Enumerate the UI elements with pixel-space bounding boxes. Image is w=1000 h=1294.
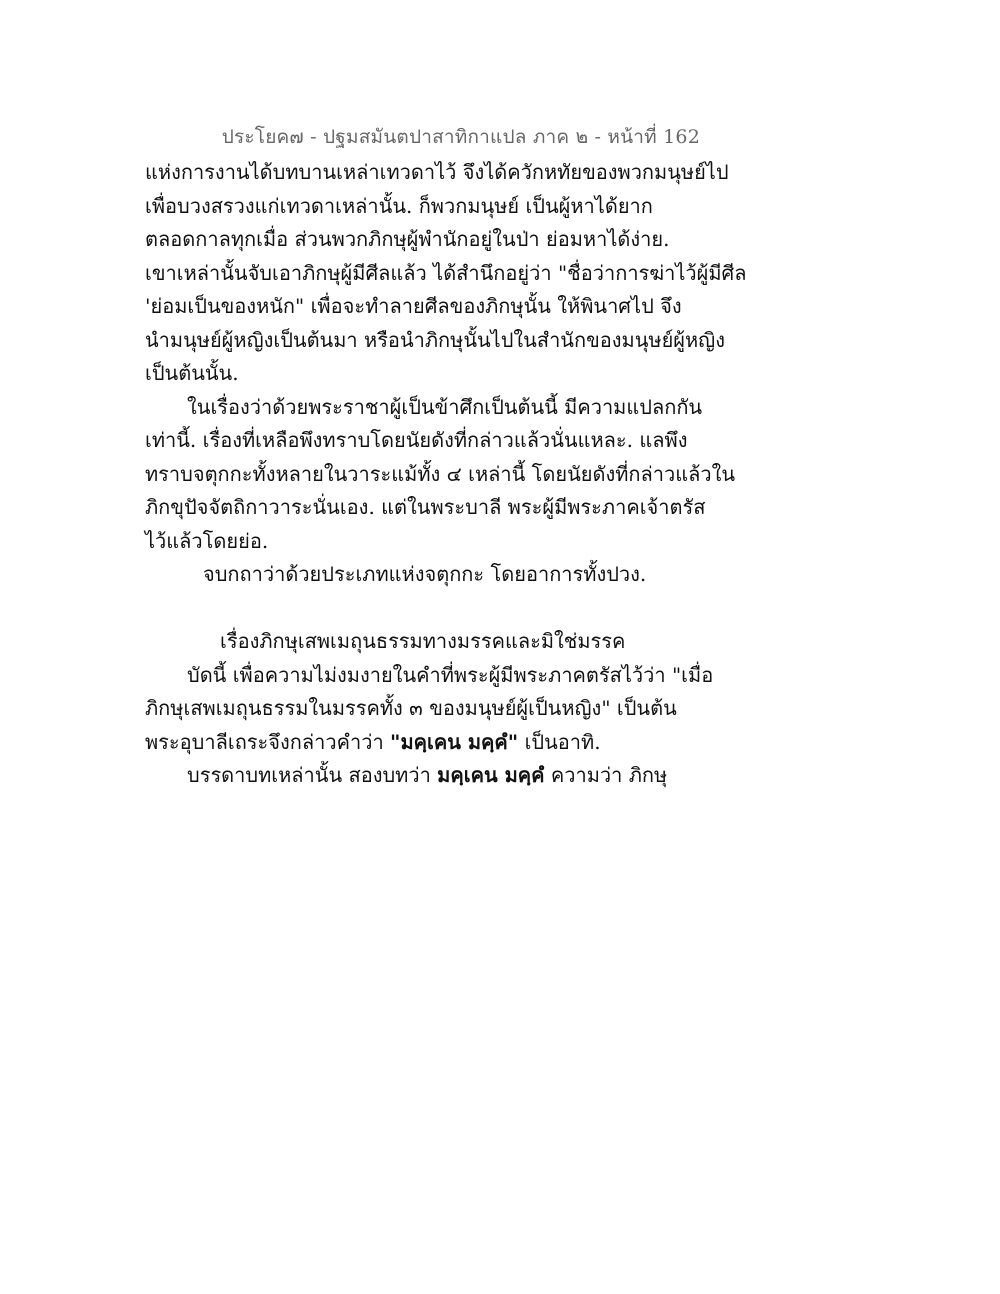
pali-term: "มคฺเคน มคฺคํ": [390, 729, 519, 754]
text-line: [145, 726, 715, 760]
pali-term: มคฺเคน มคฺคํ: [437, 763, 545, 787]
text-line: บัดนี้ เพื่อความไม่งมงายในคำที่พระผู้มีพระภาคตรัสไว้ว่า "เมื่อ: [187, 662, 714, 687]
text-line: ภิกขุปัจจัตถิกาวาระนั่นเอง. แต่ในพระบาลี พระผู้มีพระภาคเจ้าตรัส: [145, 495, 706, 519]
paragraph-2: [145, 391, 736, 559]
text-line: เขาเหล่านั้นจับเอาภิกษุผู้มีศีลแล้ว ได้สำนึกอยู่ว่า "ชื่อว่าการฆ่าไว้ผู้มีศีล: [145, 260, 747, 285]
text-line: นำมนุษย์ผู้หญิงเป็นต้นมา หรือนำภิกษุนั้นไปในสำนักของมนุษย์ผู้หญิง: [145, 327, 725, 352]
text-line: เป็นต้นนั้น.: [145, 361, 239, 385]
text-segment: พระอุบาลีเถระจึงกล่าวคำว่า: [145, 729, 391, 754]
text-line: ตลอดกาลทุกเมื่อ ส่วนพวกภิกษุผู้พำนักอยู่ในป่า ย่อมหาได้ง่าย.: [145, 227, 670, 251]
paragraph-1: [145, 156, 747, 391]
conclusion-line: จบกถาว่าด้วยประเภทแห่งจตุกกะ โดยอาการทั้งปวง.: [203, 562, 647, 586]
text-line: ในเรื่องว่าด้วยพระราชาผู้เป็นข้าศึกเป็นต้นนี้ มีความแปลกกัน: [187, 394, 703, 419]
text-segment: เป็นอาทิ.: [518, 729, 601, 754]
text-line: [145, 759, 715, 793]
section-title: เรื่องภิกษุเสพเมถุนธรรมทางมรรคและมิใช่มรรค: [220, 629, 626, 653]
text-line: แห่งการงานได้บทบานเหล่าเทวดาไว้ จึงได้ควักหทัยของพวกมนุษย์ไป: [145, 160, 729, 184]
text-segment: บรรดาบทเหล่านั้น สองบทว่า: [187, 763, 438, 787]
text-segment: ความว่า ภิกษุ: [544, 763, 668, 787]
body-text: [145, 156, 747, 793]
running-header: ประโยค๗ - ปฐมสมันตปาสาทิกาแปล ภาค ๒ - หน้าที่ 162: [221, 126, 700, 148]
text-line: ทราบจตุกกะทั้งหลายในวาระแม้ทั้ง ๔ เหล่านี้ โดยนัยดังที่กล่าวแล้วใน: [145, 461, 736, 486]
text-line: เพื่อบวงสรวงแก่เทวดาเหล่านั้น. ก็พวกมนุษย์ เป็นผู้หาได้ยาก: [145, 193, 653, 218]
paragraph-3: [145, 659, 715, 760]
text-line: 'ย่อมเป็นของหนัก" เพื่อจะทำลายศีลของภิกษุนั้น ให้พินาศไป จึง: [145, 294, 682, 318]
text-line: ไว้แล้วโดยย่อ.: [145, 528, 269, 553]
text-line: เท่านี้. เรื่องที่เหลือพึงทราบโดยนัยดังที่กล่าวแล้วนั่นแหละ. แลพึง: [145, 428, 688, 452]
blank-line: [145, 592, 715, 626]
paragraph-4: [145, 759, 715, 793]
text-line: ภิกษุเสพเมถุนธรรมในมรรคทั้ง ๓ ของมนุษย์ผู้เป็นหญิง" เป็นต้น: [145, 696, 677, 720]
